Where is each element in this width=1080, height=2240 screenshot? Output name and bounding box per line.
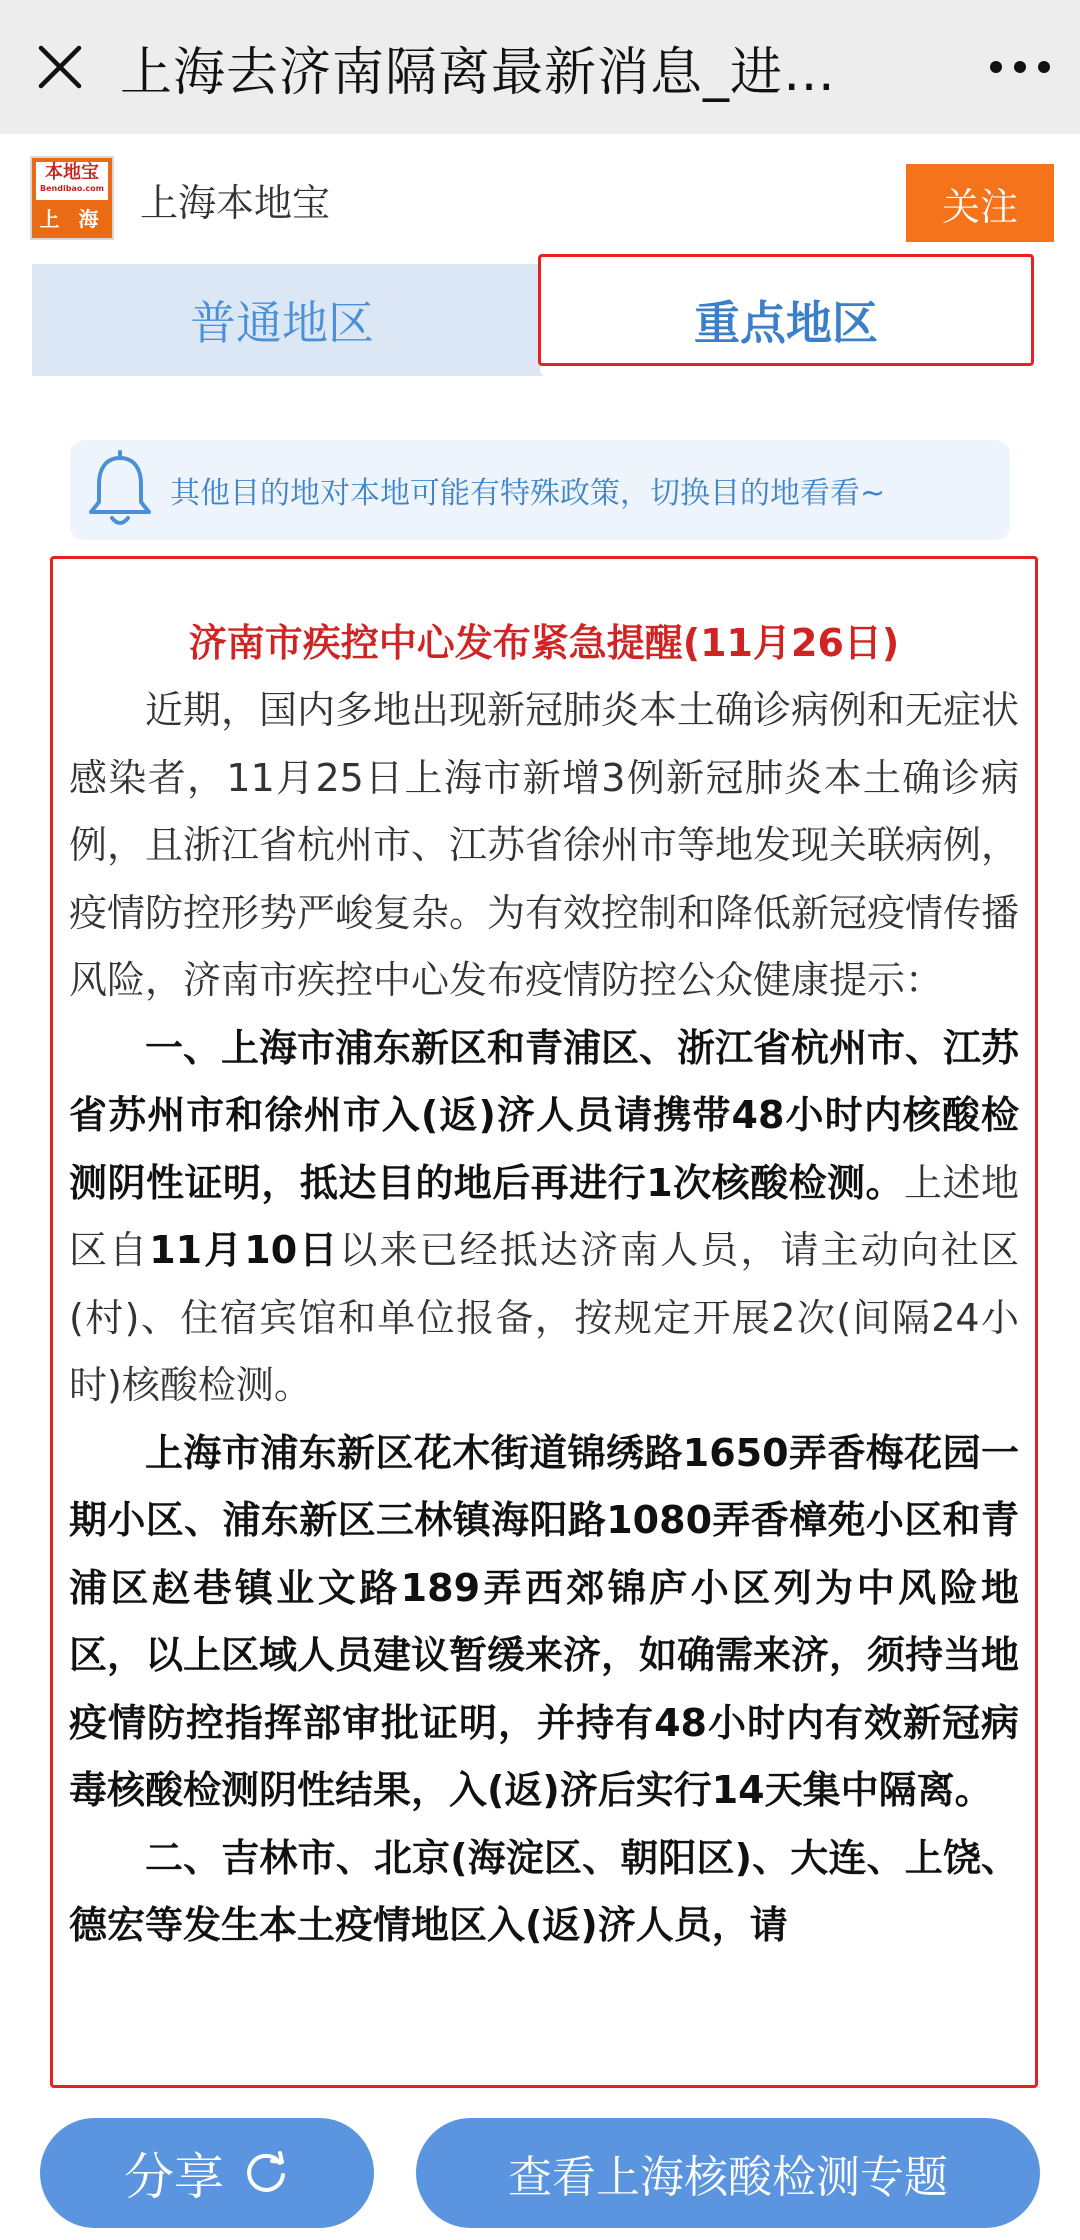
follow-button[interactable]: 关注 (906, 164, 1054, 242)
account-logo[interactable] (30, 156, 114, 240)
logo-title: 本地宝 (45, 162, 99, 183)
share-label: 分享 (124, 2148, 224, 2206)
logo-city: 上 海 (39, 207, 105, 231)
article-paragraph (69, 1825, 1019, 1960)
article-paragraph (69, 1015, 1019, 1420)
more-dot-icon (990, 61, 1002, 73)
bell-icon (70, 440, 170, 540)
tab-normal-area[interactable]: 普通地区 (190, 296, 374, 350)
share-button[interactable] (40, 2118, 374, 2228)
article-content (50, 556, 1038, 2088)
account-name[interactable]: 上海本地宝 (140, 181, 331, 225)
bold-text: 上海市浦东新区花木街道锦绣路1650弄香梅花园一期小区、浦东新区三林镇海阳路1080弄香樟苑小区和青浦区赵巷镇业文路189弄西郊锦庐小区列为中风险地区，以上区域人员建议暂缓来济，如确需来济，须持当地疫情防控指挥部审批证明，并持有48小时内有效新冠病毒核酸检测阴性结果，入(返)济后实行14天集中隔离。 (69, 1430, 1020, 1812)
article-text: 上述地区自 (69, 1160, 1019, 1272)
bottom-bar (0, 2088, 1080, 2240)
account-header (0, 134, 1080, 264)
logo-top (36, 162, 108, 200)
article-paragraph: 近期，国内多地出现新冠肺炎本土确诊病例和无症状感染者，11月25日上海市新增3例新冠肺炎本土确诊病例，且浙江省杭州市、江苏省徐州市等地发现关联病例，疫情防控形势严峻复杂。为有效控制和降低新冠疫情传播风险，济南市疾控中心发布疫情防控公众健康提示： (69, 688, 1020, 1002)
close-button[interactable] (0, 0, 120, 134)
more-dot-icon (1014, 61, 1026, 73)
close-icon (37, 44, 83, 90)
article-headline: 济南市疾控中心发布紧急提醒(11月26日) (188, 621, 900, 665)
article-text: 以来已经抵达济南人员，请主动向社区(村)、住宿宾馆和单位报备，按规定开展2次(间隔24小时)核酸检测。 (69, 1228, 1019, 1407)
share-refresh-icon (242, 2149, 290, 2197)
more-dot-icon (1038, 61, 1050, 73)
view-topic-button[interactable]: 查看上海核酸检测专题 (416, 2118, 1040, 2228)
page-title: 上海去济南隔离最新消息_进… (120, 42, 837, 103)
article-paragraph (69, 1420, 1019, 1825)
highlight-box-tab (538, 254, 1034, 366)
bold-text: 一、上海市浦东新区和青浦区、浙江省杭州市、江苏省苏州市和徐州市入(返)济人员请携带48小时内核酸检测阴性证明，抵达目的地后再进行1次核酸检测。 (69, 1025, 1020, 1205)
notice-text: 其他目的地对本地可能有特殊政策，切换目的地看看~ (170, 476, 886, 511)
bold-text: 二、吉林市、北京(海淀区、朝阳区)、大连、上饶、德宏等发生本土疫情地区入(返)济人员，请 (69, 1835, 1019, 1947)
bold-date: 11月10日 (149, 1228, 340, 1272)
top-bar (0, 0, 1080, 134)
tab-key-area[interactable]: 重点地区 (540, 264, 1032, 376)
logo-subtitle: Bendibao.com (40, 184, 104, 193)
destination-notice[interactable] (70, 440, 1010, 540)
more-button[interactable] (960, 0, 1080, 134)
